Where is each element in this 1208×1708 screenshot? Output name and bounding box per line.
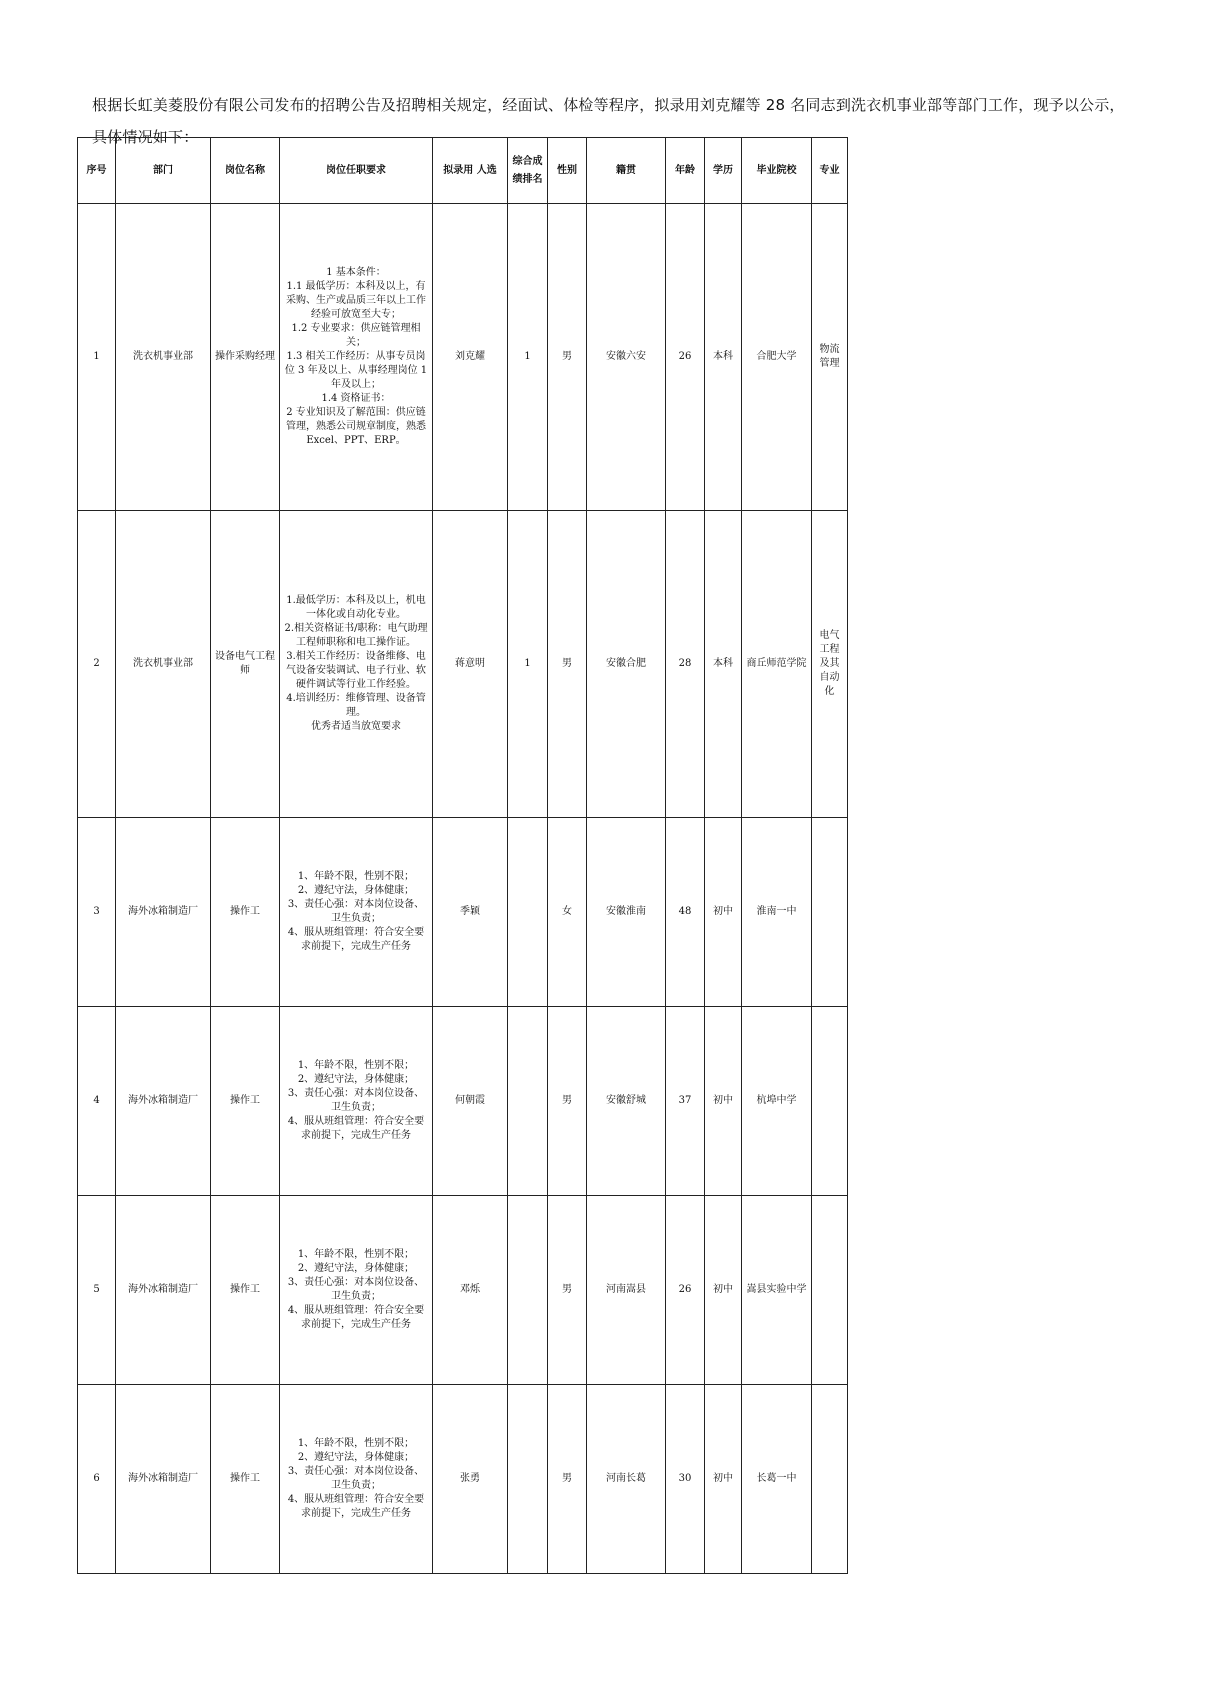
header-origin: 籍贯 <box>587 138 666 204</box>
intro-paragraph: 根据长虹美菱股份有限公司发布的招聘公告及招聘相关规定，经面试、体检等程序，拟录用刘克耀等 28 名同志到洗衣机事业部等部门工作，现予以公示，具体情况如下： <box>92 96 1125 146</box>
cell-dept: 海外冰箱制造厂 <box>116 818 211 1007</box>
header-gender: 性别 <box>548 138 587 204</box>
table-row <box>78 818 848 1007</box>
table-row <box>78 1385 848 1574</box>
cell-education: 初中 <box>705 1385 742 1574</box>
cell-candidate: 邓烁 <box>433 1196 508 1385</box>
cell-education: 初中 <box>705 818 742 1007</box>
cell-major <box>812 1007 848 1196</box>
requirement-line: 4、服从班组管理：符合安全要求前提下，完成生产任务 <box>287 927 425 952</box>
table-row <box>78 1007 848 1196</box>
cell-education: 本科 <box>705 204 742 511</box>
cell-education: 本科 <box>705 511 742 818</box>
cell-rank <box>508 1385 548 1574</box>
header-position: 岗位名称 <box>211 138 280 204</box>
cell-origin: 安徽合肥 <box>587 511 666 818</box>
cell-age: 30 <box>666 1385 705 1574</box>
cell-school: 商丘师范学院 <box>742 511 812 818</box>
cell-position: 操作采购经理 <box>211 204 280 511</box>
requirement-line: 2、遵纪守法，身体健康； <box>297 885 415 896</box>
requirement-line: 优秀者适当放宽要求 <box>311 721 401 732</box>
requirement-line: 1 基本条件： <box>326 267 386 278</box>
requirement-line: 1.3 相关工作经历：从事专员岗位 3 年及以上、从事经理岗位 1 年及以上； <box>284 351 428 390</box>
cell-position: 设备电气工程师 <box>211 511 280 818</box>
cell-gender: 女 <box>548 818 587 1007</box>
cell-seq: 2 <box>78 511 116 818</box>
cell-origin: 安徽舒城 <box>587 1007 666 1196</box>
requirement-line: 3.相关工作经历：设备维修、电气设备安装调试、电子行业、软硬件调试等行业工作经验。 <box>286 651 426 690</box>
cell-requirements <box>280 818 433 1007</box>
cell-gender: 男 <box>548 204 587 511</box>
header-candidate: 拟录用 人选 <box>433 138 508 204</box>
cell-seq: 3 <box>78 818 116 1007</box>
cell-seq: 4 <box>78 1007 116 1196</box>
cell-position: 操作工 <box>211 1196 280 1385</box>
cell-seq: 1 <box>78 204 116 511</box>
requirement-line: 3、责任心强：对本岗位设备、卫生负责； <box>287 1088 425 1113</box>
cell-school: 淮南一中 <box>742 818 812 1007</box>
header-requirements: 岗位任职要求 <box>280 138 433 204</box>
cell-origin: 安徽淮南 <box>587 818 666 1007</box>
requirement-line: 4、服从班组管理：符合安全要求前提下，完成生产任务 <box>287 1305 425 1330</box>
requirement-line: 2 专业知识及了解范围：供应链管理，熟悉公司规章制度，熟悉 Excel、PPT、ERP。 <box>286 407 426 446</box>
requirement-line: 4、服从班组管理：符合安全要求前提下，完成生产任务 <box>287 1116 425 1141</box>
cell-rank: 1 <box>508 204 548 511</box>
header-rank: 综合成绩排名 <box>508 138 548 204</box>
cell-major <box>812 1196 848 1385</box>
cell-requirements <box>280 1385 433 1574</box>
cell-gender: 男 <box>548 511 587 818</box>
cell-dept: 海外冰箱制造厂 <box>116 1385 211 1574</box>
cell-major: 电气工程及其自动化 <box>812 511 848 818</box>
cell-gender: 男 <box>548 1385 587 1574</box>
cell-rank <box>508 1007 548 1196</box>
cell-candidate: 刘克耀 <box>433 204 508 511</box>
cell-rank <box>508 818 548 1007</box>
cell-candidate: 季颖 <box>433 818 508 1007</box>
cell-dept: 洗衣机事业部 <box>116 511 211 818</box>
cell-origin: 河南嵩县 <box>587 1196 666 1385</box>
cell-rank <box>508 1196 548 1385</box>
requirement-line: 1.1 最低学历：本科及以上，有采购、生产或品质三年以上工作经验可放宽至大专； <box>286 281 426 320</box>
hiring-table <box>77 137 848 1574</box>
cell-dept: 洗衣机事业部 <box>116 204 211 511</box>
cell-age: 28 <box>666 511 705 818</box>
cell-major <box>812 818 848 1007</box>
cell-requirements <box>280 1007 433 1196</box>
cell-position: 操作工 <box>211 818 280 1007</box>
requirement-line: 1.4 资格证书： <box>321 393 391 404</box>
requirement-line: 2、遵纪守法，身体健康； <box>297 1452 415 1463</box>
cell-education: 初中 <box>705 1007 742 1196</box>
requirement-line: 1、年龄不限，性别不限； <box>297 871 415 882</box>
requirement-line: 2、遵纪守法，身体健康； <box>297 1263 415 1274</box>
table-row <box>78 511 848 818</box>
cell-school: 长葛一中 <box>742 1385 812 1574</box>
cell-requirements <box>280 204 433 511</box>
cell-candidate: 何朝霞 <box>433 1007 508 1196</box>
requirement-line: 3、责任心强：对本岗位设备、卫生负责； <box>287 1466 425 1491</box>
requirement-line: 1.2 专业要求：供应链管理相关； <box>291 323 421 348</box>
header-major: 专业 <box>812 138 848 204</box>
requirement-line: 4.培训经历：维修管理、设备管理。 <box>286 693 426 718</box>
cell-major: 物流管理 <box>812 204 848 511</box>
requirement-line: 2、遵纪守法，身体健康； <box>297 1074 415 1085</box>
table-row <box>78 1196 848 1385</box>
requirement-line: 3、责任心强：对本岗位设备、卫生负责； <box>287 899 425 924</box>
requirement-line: 1、年龄不限，性别不限； <box>297 1249 415 1260</box>
cell-seq: 5 <box>78 1196 116 1385</box>
cell-age: 26 <box>666 204 705 511</box>
requirement-line: 1、年龄不限，性别不限； <box>297 1438 415 1449</box>
cell-origin: 安徽六安 <box>587 204 666 511</box>
header-row <box>78 138 848 204</box>
header-age: 年龄 <box>666 138 705 204</box>
cell-gender: 男 <box>548 1007 587 1196</box>
cell-school: 嵩县实验中学 <box>742 1196 812 1385</box>
requirement-line: 1、年龄不限，性别不限； <box>297 1060 415 1071</box>
cell-rank: 1 <box>508 511 548 818</box>
table-row <box>78 204 848 511</box>
cell-dept: 海外冰箱制造厂 <box>116 1007 211 1196</box>
cell-position: 操作工 <box>211 1385 280 1574</box>
header-school: 毕业院校 <box>742 138 812 204</box>
header-education: 学历 <box>705 138 742 204</box>
cell-requirements <box>280 1196 433 1385</box>
cell-dept: 海外冰箱制造厂 <box>116 1196 211 1385</box>
cell-age: 48 <box>666 818 705 1007</box>
cell-gender: 男 <box>548 1196 587 1385</box>
cell-school: 合肥大学 <box>742 204 812 511</box>
cell-requirements <box>280 511 433 818</box>
cell-education: 初中 <box>705 1196 742 1385</box>
requirement-line: 1.最低学历：本科及以上，机电一体化或自动化专业。 <box>286 595 426 620</box>
requirement-line: 2.相关资格证书/职称：电气助理工程师职称和电工操作证。 <box>284 623 428 648</box>
cell-age: 26 <box>666 1196 705 1385</box>
requirement-line: 4、服从班组管理：符合安全要求前提下，完成生产任务 <box>287 1494 425 1519</box>
cell-major <box>812 1385 848 1574</box>
cell-school: 杭埠中学 <box>742 1007 812 1196</box>
cell-seq: 6 <box>78 1385 116 1574</box>
header-dept: 部门 <box>116 138 211 204</box>
requirement-line: 3、责任心强：对本岗位设备、卫生负责； <box>287 1277 425 1302</box>
cell-origin: 河南长葛 <box>587 1385 666 1574</box>
cell-candidate: 蒋意明 <box>433 511 508 818</box>
cell-age: 37 <box>666 1007 705 1196</box>
header-seq: 序号 <box>78 138 116 204</box>
cell-candidate: 张勇 <box>433 1385 508 1574</box>
cell-position: 操作工 <box>211 1007 280 1196</box>
